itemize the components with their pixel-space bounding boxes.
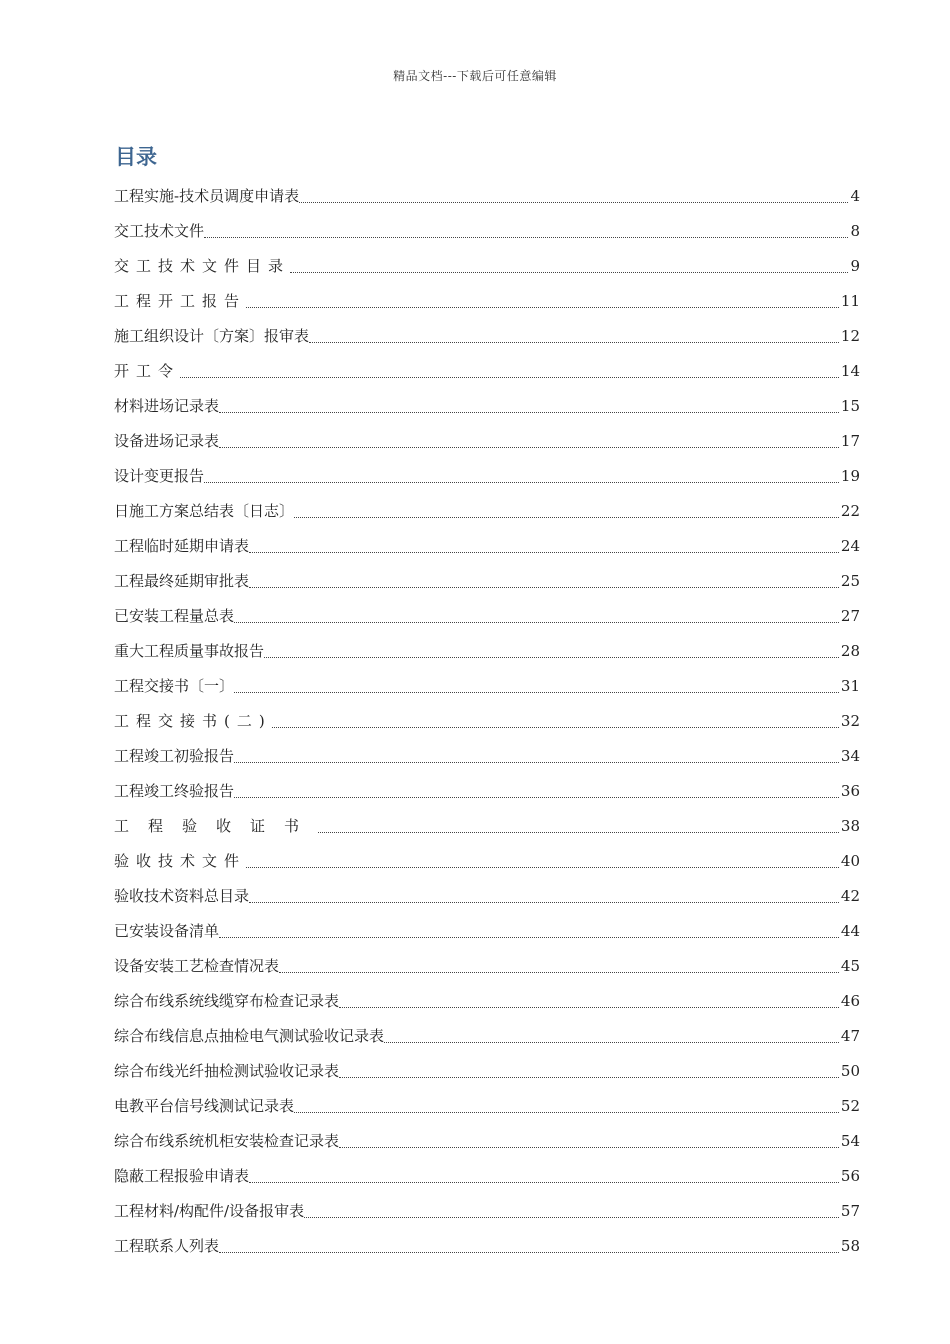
toc-entry-page-number: 4	[850, 187, 860, 205]
toc-entry-page-number: 17	[840, 432, 860, 450]
toc-leader-dots	[219, 914, 841, 949]
toc-entry[interactable]	[114, 1089, 860, 1124]
toc-leader-dots	[249, 879, 841, 914]
toc-entry-page-number: 24	[840, 537, 860, 555]
toc-leader-dots	[246, 284, 841, 319]
toc-entry[interactable]	[114, 1229, 860, 1264]
toc-entry-page-number: 14	[840, 362, 860, 380]
toc-entry-page-number: 42	[840, 887, 860, 905]
toc-entry-label: 验收技术资料总目录	[114, 879, 249, 914]
toc-entry-label: 交工技术文件目录	[114, 249, 290, 284]
toc-entry-label: 综合布线系统线缆穿布检查记录表	[114, 984, 339, 1019]
toc-entry-label: 验收技术文件	[114, 844, 246, 879]
toc-entry-page-number: 27	[840, 607, 860, 625]
toc-entry-label: 工程竣工初验报告	[114, 739, 234, 774]
toc-entry-page-number: 34	[840, 747, 860, 765]
toc-entry-label: 已安装设备清单	[114, 914, 219, 949]
toc-entry-page-number: 12	[840, 327, 860, 345]
toc-leader-dots	[204, 459, 841, 494]
toc-leader-dots	[219, 424, 841, 459]
toc-entry[interactable]	[114, 1019, 860, 1054]
toc-entry-label: 材料进场记录表	[114, 389, 219, 424]
toc-entry-page-number: 58	[840, 1237, 860, 1255]
toc-entry[interactable]	[114, 739, 860, 774]
toc-leader-dots	[339, 1124, 841, 1159]
toc-entry-label: 工程临时延期申请表	[114, 529, 249, 564]
toc-entry-page-number: 56	[840, 1167, 860, 1185]
toc-entry-label: 工程验收证书	[114, 809, 318, 844]
toc-entry-page-number: 31	[840, 677, 860, 695]
toc-entry[interactable]	[114, 459, 860, 494]
toc-entry[interactable]	[114, 564, 860, 599]
toc-entry-page-number: 57	[840, 1202, 860, 1220]
toc-entry[interactable]	[114, 844, 860, 879]
toc-leader-dots	[249, 1159, 841, 1194]
toc-leader-dots	[249, 529, 841, 564]
toc-entry[interactable]	[114, 1159, 860, 1194]
toc-entry-label: 设备进场记录表	[114, 424, 219, 459]
toc-entry-label: 工程交接书(二)	[114, 704, 272, 739]
toc-entry[interactable]	[114, 284, 860, 319]
toc-leader-dots	[384, 1019, 841, 1054]
toc-entry[interactable]	[114, 214, 860, 249]
toc-entry[interactable]	[114, 1124, 860, 1159]
toc-entry-label: 日施工方案总结表〔日志〕	[114, 494, 294, 529]
toc-entry-page-number: 9	[850, 257, 860, 275]
toc-entry-page-number: 46	[840, 992, 860, 1010]
toc-leader-dots	[249, 564, 841, 599]
toc-leader-dots	[294, 494, 841, 529]
toc-entry-label: 工程开工报告	[114, 284, 246, 319]
toc-entry-page-number: 47	[840, 1027, 860, 1045]
toc-list	[114, 179, 860, 1264]
toc-leader-dots	[279, 949, 841, 984]
toc-entry[interactable]	[114, 599, 860, 634]
toc-entry-page-number: 45	[840, 957, 860, 975]
toc-entry-label: 重大工程质量事故报告	[114, 634, 264, 669]
toc-entry-page-number: 22	[840, 502, 860, 520]
toc-leader-dots	[309, 319, 841, 354]
toc-entry[interactable]	[114, 1054, 860, 1089]
toc-entry[interactable]	[114, 179, 860, 214]
toc-entry[interactable]	[114, 984, 860, 1019]
toc-entry-label: 隐蔽工程报验申请表	[114, 1159, 249, 1194]
toc-entry-label: 综合布线系统机柜安装检查记录表	[114, 1124, 339, 1159]
toc-entry-label: 工程交接书〔一〕	[114, 669, 234, 704]
toc-leader-dots	[264, 634, 841, 669]
toc-entry-label: 工程材料/构配件/设备报审表	[114, 1194, 304, 1229]
toc-leader-dots	[339, 984, 841, 1019]
toc-entry-label: 综合布线信息点抽检电气测试验收记录表	[114, 1019, 384, 1054]
toc-entry[interactable]	[114, 634, 860, 669]
toc-entry[interactable]	[114, 319, 860, 354]
toc-leader-dots	[272, 704, 841, 739]
toc-entry[interactable]	[114, 774, 860, 809]
toc-entry-page-number: 40	[840, 852, 860, 870]
toc-entry[interactable]	[114, 424, 860, 459]
toc-leader-dots	[234, 739, 841, 774]
toc-entry-label: 施工组织设计〔方案〕报审表	[114, 319, 309, 354]
toc-leader-dots	[219, 1229, 841, 1264]
toc-entry[interactable]	[114, 494, 860, 529]
toc-leader-dots	[234, 599, 841, 634]
toc-leader-dots	[219, 389, 841, 424]
toc-entry-label: 电教平台信号线测试记录表	[114, 1089, 294, 1124]
toc-entry[interactable]	[114, 389, 860, 424]
toc-leader-dots	[304, 1194, 841, 1229]
toc-leader-dots	[339, 1054, 841, 1089]
toc-leader-dots	[180, 354, 841, 389]
toc-leader-dots	[299, 179, 850, 214]
toc-entry-page-number: 38	[840, 817, 860, 835]
toc-entry[interactable]	[114, 704, 860, 739]
toc-entry-label: 已安装工程量总表	[114, 599, 234, 634]
toc-entry-page-number: 50	[840, 1062, 860, 1080]
toc-entry-label: 工程联系人列表	[114, 1229, 219, 1264]
toc-entry-page-number: 15	[840, 397, 860, 415]
toc-entry[interactable]	[114, 809, 860, 844]
toc-entry[interactable]	[114, 249, 860, 284]
toc-entry-label: 交工技术文件	[114, 214, 204, 249]
toc-entry-page-number: 54	[840, 1132, 860, 1150]
toc-entry[interactable]	[114, 354, 860, 389]
toc-entry-label: 工程最终延期审批表	[114, 564, 249, 599]
toc-entry-page-number: 36	[840, 782, 860, 800]
toc-entry[interactable]	[114, 949, 860, 984]
toc-entry[interactable]	[114, 914, 860, 949]
toc-leader-dots	[294, 1089, 841, 1124]
toc-entry-page-number: 25	[840, 572, 860, 590]
toc-entry-label: 工程竣工终验报告	[114, 774, 234, 809]
toc-entry-label: 综合布线光纤抽检测试验收记录表	[114, 1054, 339, 1089]
toc-entry[interactable]	[114, 1194, 860, 1229]
toc-entry-page-number: 32	[840, 712, 860, 730]
toc-leader-dots	[318, 809, 841, 844]
toc-entry[interactable]	[114, 669, 860, 704]
toc-entry-page-number: 8	[850, 222, 860, 240]
toc-entry-page-number: 28	[840, 642, 860, 660]
toc-entry-label: 开工令	[114, 354, 180, 389]
toc-leader-dots	[290, 249, 850, 284]
toc-leader-dots	[234, 774, 841, 809]
page-header: 精品文档---下载后可任意编辑	[393, 69, 557, 83]
toc-entry-label: 设计变更报告	[114, 459, 204, 494]
toc-entry-label: 设备安装工艺检查情况表	[114, 949, 279, 984]
toc-entry-page-number: 11	[840, 292, 860, 310]
toc-entry-page-number: 44	[840, 922, 860, 940]
toc-leader-dots	[204, 214, 850, 249]
toc-entry-page-number: 52	[840, 1097, 860, 1115]
toc-entry-label: 工程实施-技术员调度申请表	[114, 179, 299, 214]
toc-leader-dots	[234, 669, 841, 704]
toc-entry-page-number: 19	[840, 467, 860, 485]
toc-entry[interactable]	[114, 529, 860, 564]
toc-leader-dots	[246, 844, 841, 879]
toc-entry[interactable]	[114, 879, 860, 914]
toc-title: 目录	[115, 145, 157, 169]
